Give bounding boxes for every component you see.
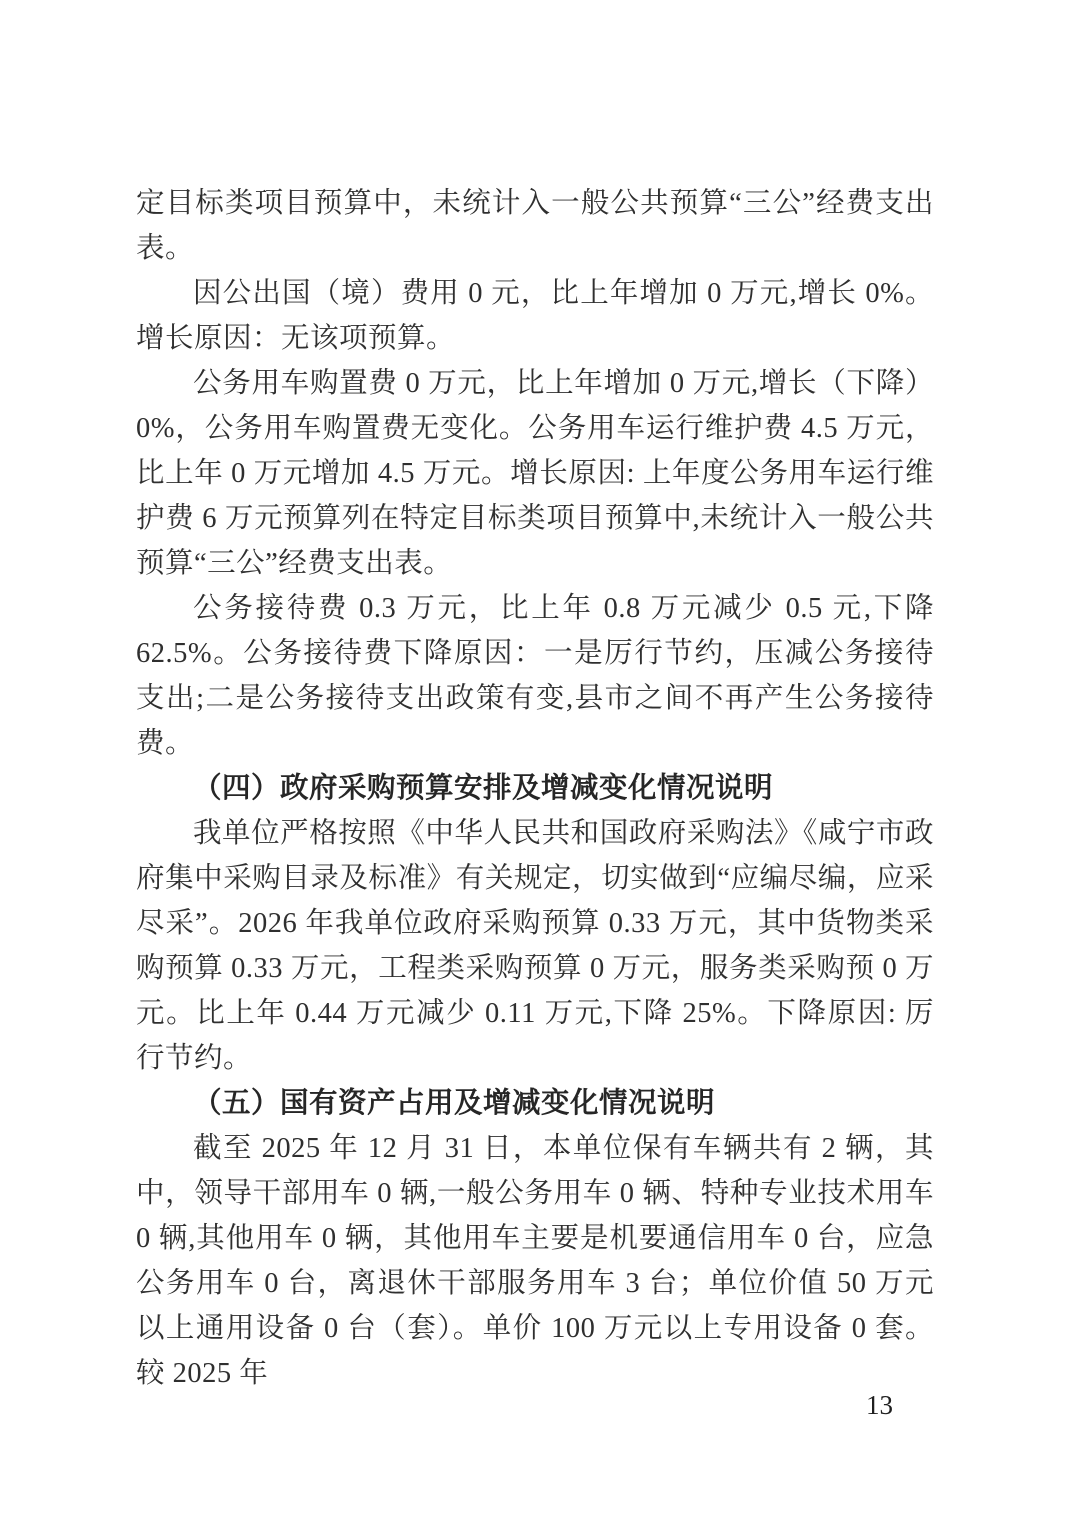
paragraph-official-vehicle-expense: 公务用车购置费 0 万元，比上年增加 0 万元,增长（下降）0%，公务用车购置费无变化。公务用车运行维护费 4.5 万元，比上年 0 万元增加 4.5 万元。增长原因: 上年度公务用车运行维护费 6 万元预算列在特定目标类项目预算中,未统计入一般公共预算“三公”经费支出表。	[136, 368, 934, 579]
document-body	[136, 181, 934, 1396]
section-heading-state-assets: （五）国有资产占用及增减变化情况说明	[193, 1088, 716, 1119]
page-number: 13	[866, 1390, 893, 1420]
paragraph-government-procurement: 我单位严格按照《中华人民共和国政府采购法》《咸宁市政府集中采购目录及标准》有关规定，切实做到“应编尽编，应采尽采”。2026 年我单位政府采购预算 0.33 万元，其中货物类采购预算 0.33 万元，工程类采购预算 0 万元，服务类采购预 0 万元。比上年 0.44 万元减少 0.11 万元,下降 25%。下降原因: 厉行节约。	[136, 818, 934, 1074]
paragraph-state-assets: 截至 2025 年 12 月 31 日，本单位保有车辆共有 2 辆，其中，领导干部用车 0 辆,一般公务用车 0 辆、特种专业技术用车 0 辆,其他用车 0 辆，其他用车主要是机要通信用车 0 台，应急公务用车 0 台，离退休干部服务用车 3 台；单位价值 50 万元以上通用设备 0 台（套）。单价 100 万元以上专用设备 0 套。较 2025 年	[136, 1133, 934, 1389]
paragraph-overseas-travel-expense: 因公出国（境）费用 0 元，比上年增加 0 万元,增长 0%。增长原因：无该项预算。	[136, 278, 934, 354]
paragraph-official-reception-expense: 公务接待费 0.3 万元，比上年 0.8 万元减少 0.5 元,下降 62.5%。公务接待费下降原因：一是厉行节约，压减公务接待支出;二是公务接待支出政策有变,县市之间不再产生公务接待费。	[136, 593, 934, 759]
section-heading-government-procurement: （四）政府采购预算安排及增减变化情况说明	[193, 773, 774, 804]
paragraph-continuation: 定目标类项目预算中，未统计入一般公共预算“三公”经费支出表。	[136, 188, 934, 264]
